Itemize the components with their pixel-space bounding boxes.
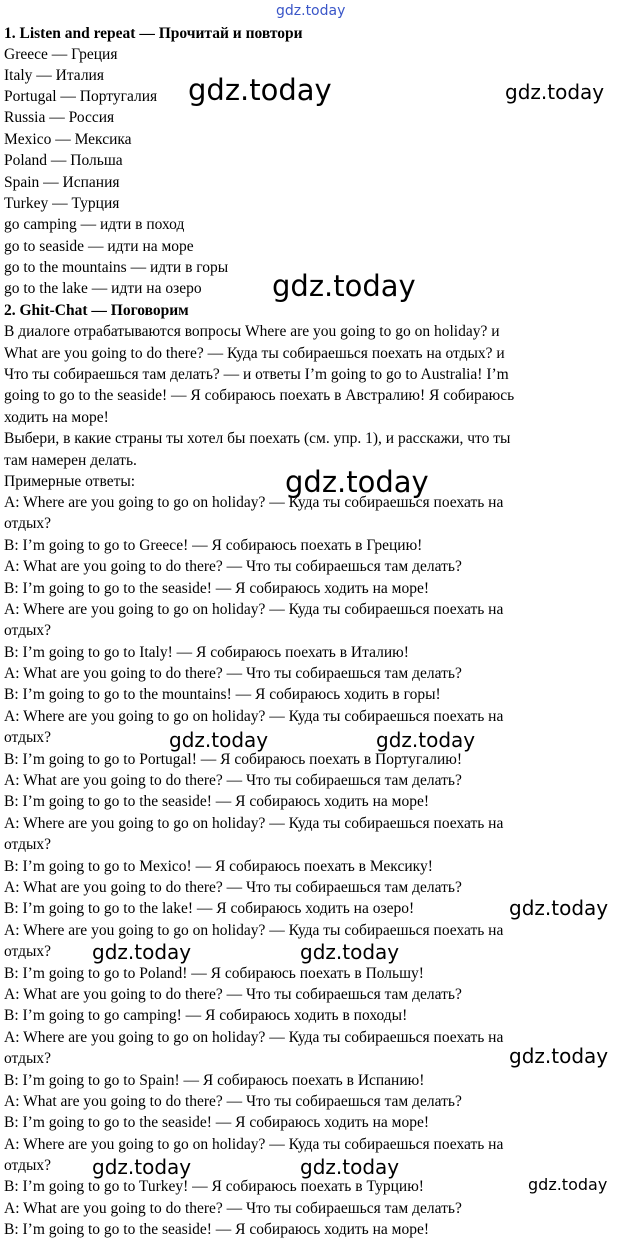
intro-line: Примерные ответы: <box>4 473 136 490</box>
dialogue-line: A: What are you going to do there? — Что ты собираешься там делать? <box>4 772 462 789</box>
section1-heading: 1. Listen and repeat — Прочитай и повтори <box>4 25 303 42</box>
watermark: gdz.today <box>188 73 332 107</box>
dialogue-line: B: I’m going to go to the seaside! — Я собираюсь ходить на море! <box>4 580 429 597</box>
watermark: gdz.today <box>92 1155 192 1179</box>
intro-line: ходить на море! <box>4 409 109 426</box>
vocab-item: Turkey — Турция <box>4 195 120 212</box>
dialogue-line: B: I’m going to go to Spain! — Я собираюсь поехать в Испанию! <box>4 1072 425 1089</box>
intro-line: What are you going to do there? — Куда ты собираешься поехать на отдых? и <box>4 345 505 362</box>
watermark: gdz.today <box>300 1155 400 1179</box>
watermark: gdz.today <box>376 728 476 752</box>
vocab-item: go to the lake — идти на озеро <box>4 280 202 297</box>
dialogue-line: B: I’m going to go to Greece! — Я собираюсь поехать в Грецию! <box>4 537 423 554</box>
dialogue-line: B: I’m going to go to the seaside! — Я собираюсь ходить на море! <box>4 1114 429 1131</box>
watermark-top: gdz.today <box>276 3 346 19</box>
dialogue-line: A: What are you going to do there? — Что ты собираешься там делать? <box>4 879 462 896</box>
dialogue-line: A: What are you going to do there? — Что ты собираешься там делать? <box>4 1200 462 1217</box>
dialogue-line: отдых? <box>4 515 52 532</box>
watermark: gdz.today <box>505 80 605 104</box>
intro-line: там намерен делать. <box>4 452 137 469</box>
dialogue-line: B: I’m going to go to Poland! — Я собираюсь поехать в Польшу! <box>4 965 424 982</box>
dialogue-line: A: Where are you going to go on holiday? — Куда ты собираешься поехать на <box>4 1136 504 1153</box>
intro-line: Что ты собираешься там делать? — и ответы I’m going to go to Australia! I’m <box>4 366 509 383</box>
dialogue-line: B: I’m going to go to Mexico! — Я собираюсь поехать в Мексику! <box>4 858 433 875</box>
dialogue-line: A: What are you going to do there? — Что ты собираешься там делать? <box>4 986 462 1003</box>
dialogue-line: B: I’m going to go to Portugal! — Я собираюсь поехать в Португалию! <box>4 751 462 768</box>
watermark: gdz.today <box>509 1044 609 1068</box>
dialogue-line: A: What are you going to do there? — Что ты собираешься там делать? <box>4 1093 462 1110</box>
dialogue-line: A: Where are you going to go on holiday? — Куда ты собираешься поехать на <box>4 1029 504 1046</box>
dialogue-line: отдых? <box>4 622 52 639</box>
watermark: gdz.today <box>509 896 609 920</box>
vocab-item: Italy — Италия <box>4 67 104 84</box>
vocab-item: Poland — Польша <box>4 152 123 169</box>
vocab-item: Greece — Греция <box>4 46 118 63</box>
dialogue-line: A: Where are you going to go on holiday? — Куда ты собираешься поехать на <box>4 601 504 618</box>
watermark: gdz.today <box>285 465 429 499</box>
intro-line: Выбери, в какие страны ты хотел бы поехать (см. упр. 1), и расскажи, что ты <box>4 430 511 447</box>
dialogue-line: B: I’m going to go to the lake! — Я собираюсь ходить на озеро! <box>4 900 415 917</box>
dialogue-line: отдых? <box>4 1050 52 1067</box>
dialogue-line: B: I’m going to go to Italy! — Я собираюсь поехать в Италию! <box>4 644 409 661</box>
dialogue-line: A: Where are you going to go on holiday? — Куда ты собираешься поехать на <box>4 922 504 939</box>
section2-heading: 2. Ghit-Chat — Поговорим <box>4 302 189 319</box>
dialogue-line: отдых? <box>4 729 52 746</box>
watermark: gdz.today <box>528 1175 608 1194</box>
dialogue-line: B: I’m going to go to the mountains! — Я собираюсь ходить в горы! <box>4 686 441 703</box>
dialogue-line: B: I’m going to go to the seaside! — Я собираюсь ходить на море! <box>4 1221 429 1238</box>
intro-line: going to go to the seaside! — Я собираюсь поехать в Австралию! Я собираюсь <box>4 387 515 404</box>
watermark: gdz.today <box>169 728 269 752</box>
watermark: gdz.today <box>272 269 416 303</box>
vocab-item: Russia — Россия <box>4 109 115 126</box>
dialogue-line: отдых? <box>4 943 52 960</box>
vocab-item: Mexico — Мексика <box>4 131 132 148</box>
vocab-item: go to seaside — идти на море <box>4 238 194 255</box>
dialogue-line: A: Where are you going to go on holiday? — Куда ты собираешься поехать на <box>4 708 504 725</box>
watermark: gdz.today <box>92 940 192 964</box>
dialogue-line: A: What are you going to do there? — Что ты собираешься там делать? <box>4 558 462 575</box>
dialogue-line: A: Where are you going to go on holiday? — Куда ты собираешься поехать на <box>4 494 504 511</box>
vocab-item: go to the mountains — идти в горы <box>4 259 229 276</box>
dialogue-line: A: Where are you going to go on holiday? — Куда ты собираешься поехать на <box>4 815 504 832</box>
dialogue-line: B: I’m going to go to the seaside! — Я собираюсь ходить на море! <box>4 793 429 810</box>
vocab-item: Portugal — Португалия <box>4 88 158 105</box>
vocab-item: Spain — Испания <box>4 174 120 191</box>
dialogue-line: отдых? <box>4 836 52 853</box>
vocab-item: go camping — идти в поход <box>4 216 185 233</box>
dialogue-line: B: I’m going to go to Turkey! — Я собираюсь поехать в Турцию! <box>4 1178 424 1195</box>
dialogue-line: B: I’m going to go camping! — Я собираюсь ходить в походы! <box>4 1007 408 1024</box>
watermark: gdz.today <box>300 940 400 964</box>
dialogue-line: отдых? <box>4 1157 52 1174</box>
dialogue-line: A: What are you going to do there? — Что ты собираешься там делать? <box>4 665 462 682</box>
intro-line: В диалоге отрабатываются вопросы Where are you going to go on holiday? и <box>4 323 500 340</box>
